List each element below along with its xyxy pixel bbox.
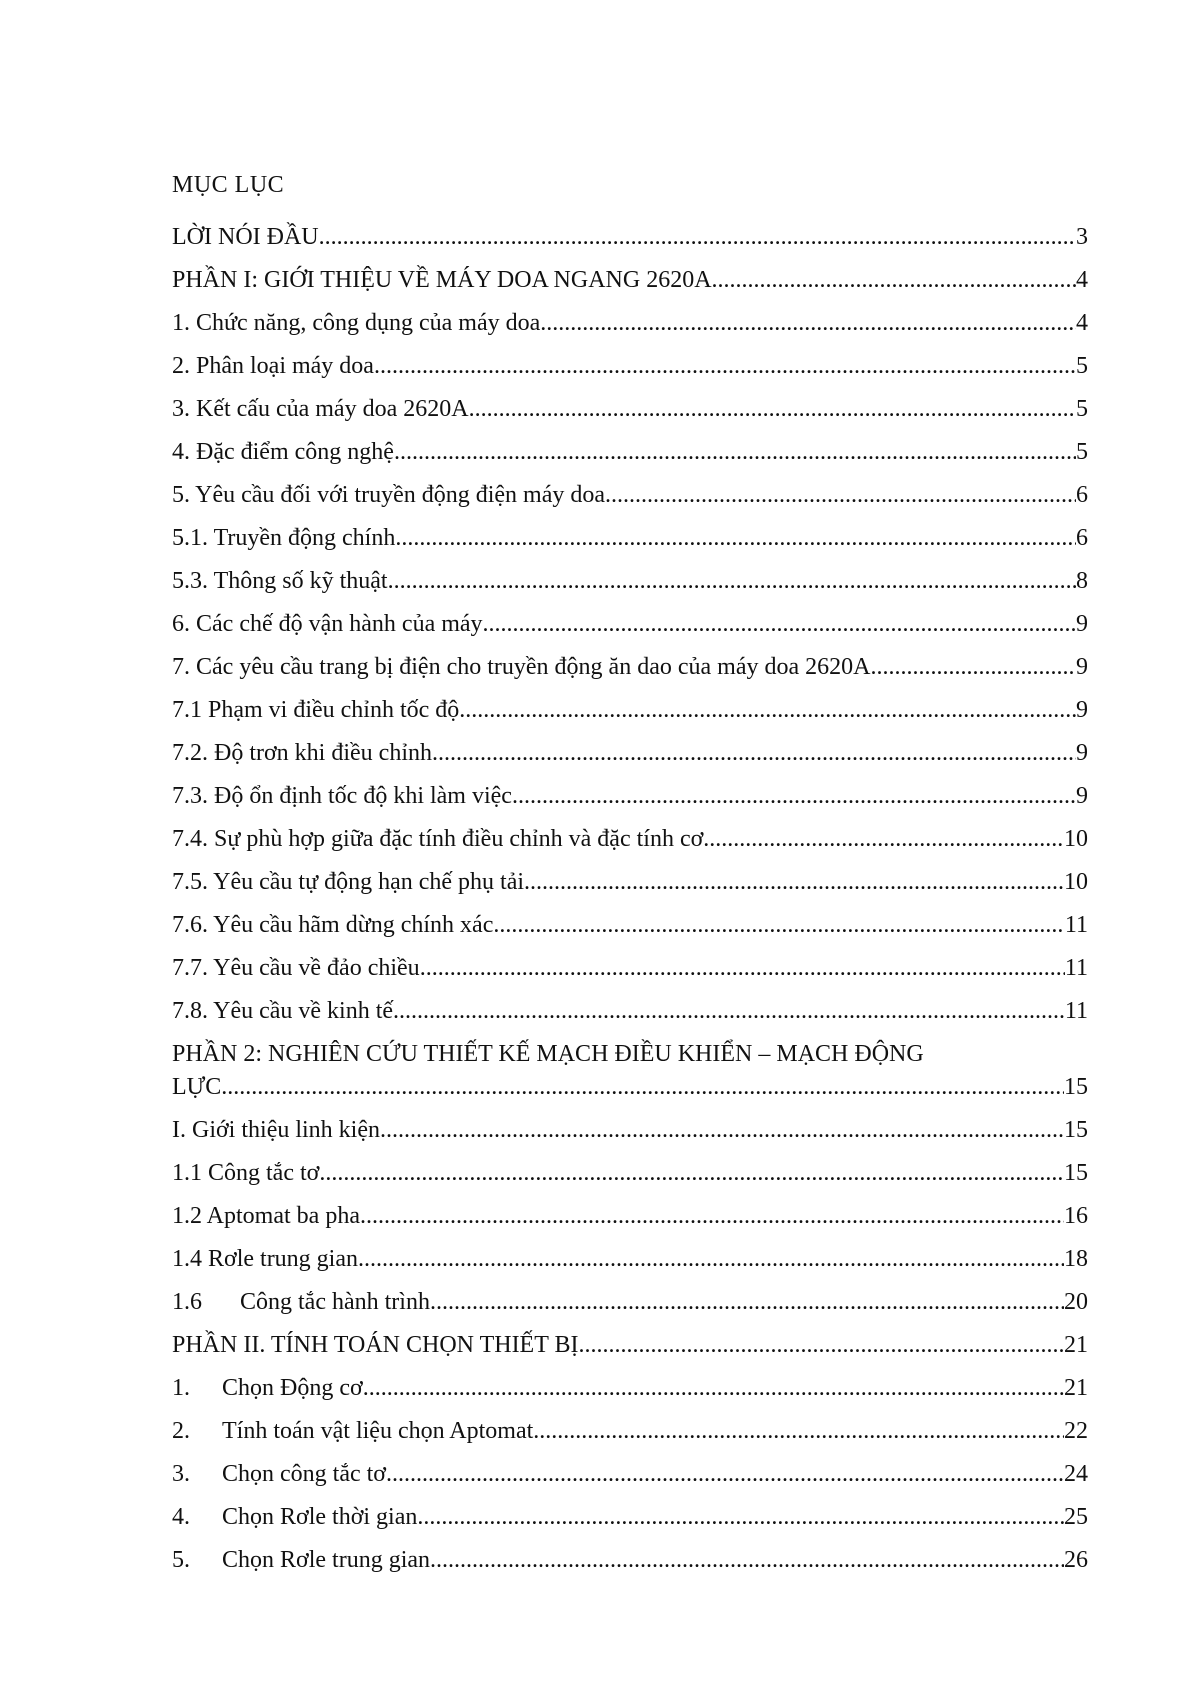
dot-leader (417, 1502, 1064, 1532)
toc-entry-label: 7.6. Yêu cầu hãm dừng chính xác (172, 912, 494, 938)
toc-page-number: 25 (1064, 1504, 1088, 1530)
toc-page-number: 18 (1064, 1246, 1088, 1272)
dot-leader (420, 953, 1065, 983)
toc-entry-label: 7.2. Độ trơn khi điều chỉnh (172, 740, 432, 766)
dot-leader (605, 480, 1076, 510)
toc-entry-label: 7.5. Yêu cầu tự động hạn chế phụ tải (172, 869, 525, 895)
toc-entry[interactable] (172, 1039, 1088, 1115)
dot-leader (483, 609, 1076, 639)
toc-entry[interactable] (172, 996, 1088, 1039)
toc-entry-number: 5. (172, 1547, 190, 1573)
toc-entry[interactable] (172, 867, 1088, 910)
toc-entry[interactable] (172, 1287, 1088, 1330)
toc-entry[interactable] (172, 351, 1088, 394)
toc-entry-number: 2. (172, 1418, 190, 1444)
toc-entry-label: 1.1 Công tắc tơ (172, 1160, 320, 1186)
dot-leader (469, 394, 1076, 424)
toc-entry[interactable] (172, 695, 1088, 738)
toc-entry[interactable] (172, 437, 1088, 480)
toc-entry[interactable] (172, 1244, 1088, 1287)
dot-leader (363, 1373, 1064, 1403)
toc-entry-label: 3. Kết cấu của máy doa 2620A (172, 396, 469, 422)
dot-leader (319, 222, 1076, 252)
toc-entry-number: 3. (172, 1461, 190, 1487)
toc-entry-label: PHẦN I: GIỚI THIỆU VỀ MÁY DOA NGANG 2620A (172, 267, 712, 293)
toc-entry-label: 5. Yêu cầu đối với truyền động điện máy doa (172, 482, 606, 508)
toc-entry-label: PHẦN II. TÍNH TOÁN CHỌN THIẾT BỊ (172, 1332, 579, 1358)
toc-entry-label: Chọn công tắc tơ (222, 1461, 386, 1487)
toc-page-number: 9 (1076, 783, 1088, 809)
dot-leader (221, 1072, 1064, 1102)
toc-entry-number: 1.6 (172, 1289, 202, 1315)
toc-page-number: 10 (1064, 869, 1088, 895)
toc-entry-label-line2: LỰC (172, 1074, 222, 1100)
dot-leader (578, 1330, 1064, 1360)
dot-leader (512, 781, 1076, 811)
toc-entry-label: 7.8. Yêu cầu về kinh tế (172, 998, 394, 1024)
toc-entry-label: I. Giới thiệu linh kiện (172, 1117, 380, 1143)
toc-entry[interactable] (172, 781, 1088, 824)
dot-leader (393, 996, 1065, 1026)
toc-page-number: 4 (1076, 267, 1088, 293)
toc-entry-label: 1.4 Rơle trung gian (172, 1246, 358, 1272)
toc-entry[interactable] (172, 824, 1088, 867)
toc-entry-label: 2. Phân loại máy doa (172, 353, 374, 379)
toc-page-number: 11 (1064, 955, 1088, 981)
toc-entry-label: Chọn Rơle thời gian (222, 1504, 418, 1530)
dot-leader (870, 652, 1076, 682)
toc-page-number: 15 (1064, 1117, 1088, 1143)
toc-entry[interactable] (172, 738, 1088, 781)
toc-page-number: 3 (1076, 224, 1088, 250)
toc-page-number: 8 (1076, 568, 1088, 594)
toc-entry-number: 4. (172, 1504, 190, 1530)
toc-entry-label: 6. Các chế độ vận hành của máy (172, 611, 483, 637)
toc-entry-second-line (172, 1072, 1088, 1102)
toc-entry-label: 7.1 Phạm vi điều chỉnh tốc độ (172, 697, 460, 723)
toc-entry[interactable] (172, 1459, 1088, 1502)
toc-entry-label: Tính toán vật liệu chọn Aptomat (222, 1418, 534, 1444)
toc-entry[interactable] (172, 1502, 1088, 1545)
toc-page-number: 6 (1076, 525, 1088, 551)
toc-page-number: 4 (1076, 310, 1088, 336)
toc-entry-label: 7.7. Yêu cầu về đảo chiều (172, 955, 420, 981)
toc-page-number: 20 (1064, 1289, 1088, 1315)
toc-page-number: 15 (1064, 1160, 1088, 1186)
toc-page-number: 9 (1076, 611, 1088, 637)
toc-entry[interactable] (172, 652, 1088, 695)
toc-entry-label: Công tắc hành trình (240, 1289, 430, 1315)
dot-leader (394, 437, 1076, 467)
dot-leader (395, 523, 1076, 553)
dot-leader (319, 1158, 1064, 1188)
toc-entry-label: 5.1. Truyền động chính (172, 525, 396, 551)
toc-entry-number: 1. (172, 1375, 190, 1401)
toc-entry[interactable] (172, 394, 1088, 437)
toc-entry[interactable] (172, 1115, 1088, 1158)
toc-entry[interactable] (172, 953, 1088, 996)
toc-entry-label: 7. Các yêu cầu trang bị điện cho truyền động ăn dao của máy doa 2620A (172, 654, 871, 680)
toc-page-number: 5 (1076, 353, 1088, 379)
toc-page-number: 10 (1064, 826, 1088, 852)
dot-leader (374, 351, 1076, 381)
toc-page-number: 11 (1064, 912, 1088, 938)
toc-page-number: 9 (1076, 740, 1088, 766)
dot-leader (459, 695, 1076, 725)
toc-page-number: 24 (1064, 1461, 1088, 1487)
toc-page-number: 6 (1076, 482, 1088, 508)
toc-entry-label: 5.3. Thông số kỹ thuật (172, 568, 388, 594)
dot-leader (430, 1287, 1064, 1317)
toc-entry[interactable] (172, 1158, 1088, 1201)
toc-page-number: 9 (1076, 654, 1088, 680)
toc-entry-label: LỜI NÓI ĐẦU (172, 224, 319, 250)
toc-entry[interactable] (172, 1201, 1088, 1244)
dot-leader (703, 824, 1064, 854)
toc-entry[interactable] (172, 222, 1088, 265)
toc-entry[interactable] (172, 609, 1088, 652)
toc-page-number: 21 (1064, 1375, 1088, 1401)
dot-leader (432, 738, 1076, 768)
toc-entry-label: 7.4. Sự phù hợp giữa đặc tính điều chỉnh và đặc tính cơ (172, 826, 704, 852)
toc-entry-label: Chọn Động cơ (222, 1375, 363, 1401)
toc-page-number: 21 (1064, 1332, 1088, 1358)
toc-page-number: 5 (1076, 439, 1088, 465)
toc-entry[interactable] (172, 265, 1088, 308)
toc-page-number: 26 (1064, 1547, 1088, 1573)
dot-leader (358, 1244, 1064, 1274)
dot-leader (388, 566, 1076, 596)
table-of-contents (172, 222, 1088, 1588)
toc-page-number: 5 (1076, 396, 1088, 422)
dot-leader (380, 1115, 1064, 1145)
dot-leader (360, 1201, 1064, 1231)
dot-leader (386, 1459, 1064, 1489)
toc-page-number: 9 (1076, 697, 1088, 723)
toc-entry[interactable] (172, 910, 1088, 953)
toc-entry[interactable] (172, 308, 1088, 351)
dot-leader (524, 867, 1064, 897)
toc-entry[interactable] (172, 566, 1088, 609)
toc-page-number: 11 (1064, 998, 1088, 1024)
toc-entry[interactable] (172, 1373, 1088, 1416)
toc-entry-label: 1.2 Aptomat ba pha (172, 1203, 360, 1229)
dot-leader (533, 1416, 1064, 1446)
dot-leader (493, 910, 1065, 940)
toc-entry[interactable] (172, 480, 1088, 523)
toc-entry-label: 1. Chức năng, công dụng của máy doa (172, 310, 541, 336)
toc-page-number: 15 (1064, 1074, 1088, 1100)
toc-entry-label: 7.3. Độ ổn định tốc độ khi làm việc (172, 783, 512, 809)
toc-page-number: 22 (1064, 1418, 1088, 1444)
dot-leader (712, 265, 1076, 295)
toc-entry[interactable] (172, 1416, 1088, 1459)
toc-page-number: 16 (1064, 1203, 1088, 1229)
dot-leader (540, 308, 1076, 338)
toc-entry[interactable] (172, 1545, 1088, 1588)
toc-entry[interactable] (172, 523, 1088, 566)
toc-entry[interactable] (172, 1330, 1088, 1373)
toc-title: MỤC LỤC (172, 172, 285, 198)
toc-entry-label: 4. Đặc điểm công nghệ (172, 439, 394, 465)
toc-entry-label: Chọn Rơle trung gian (222, 1547, 431, 1573)
dot-leader (430, 1545, 1064, 1575)
toc-entry-label-line1: PHẦN 2: NGHIÊN CỨU THIẾT KẾ MẠCH ĐIỀU KHIỂN – MẠCH ĐỘNG (172, 1041, 924, 1067)
